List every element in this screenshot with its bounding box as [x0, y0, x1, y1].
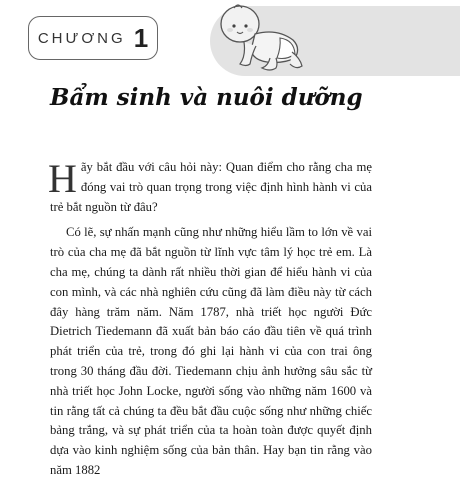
- paragraph-1: [50, 158, 372, 217]
- chapter-title: Bẩm sinh và nuôi dưỡng: [50, 84, 363, 111]
- chapter-label: [28, 16, 158, 60]
- body-text: [50, 158, 372, 487]
- chapter-number: 1: [133, 22, 149, 53]
- paragraph-1-text: ãy bắt đầu với câu hỏi này: Quan điểm cho rằng cha mẹ đóng vai trò quan trọng trong việc định hình hành vi của trẻ bắt nguồn từ đâu?: [50, 160, 372, 214]
- crawling-baby-illustration: [200, 0, 310, 72]
- chapter-word: CHƯƠNG: [37, 29, 126, 47]
- drop-cap: H: [48, 156, 77, 201]
- paragraph-2: Có lẽ, sự nhấn mạnh cũng như những hiểu lầm to lớn về vai trò của cha mẹ đã bắt nguồn từ lĩnh vực tâm lý học trẻ em. Là cha mẹ, chúng ta dành rất nhiều thời gian để hiểu hành vi của con mình, và các nhà nghiên cứu cũng đã làm điều này từ cách đây hàng trăm năm. Năm 1787, nhà triết học người Đức Dietrich Tiedemann đã xuất bản báo cáo đầu tiên về quá trình phát triển của trẻ, trong đó ghi lại hành vi của con trai ông trong 30 tháng đầu đời. Tiedemann chịu ảnh hưởng sâu sắc từ nhà triết học John Locke, người sống vào những năm 1600 và tin rằng tất cả chúng ta đều bắt đầu cuộc sống như những chiếc bảng trắng, và sự phát triển của ta hoàn toàn được quyết định dựa vào kinh nghiệm sống của bản thân. Hay bạn tin rằng vào năm 1882: [50, 225, 372, 477]
